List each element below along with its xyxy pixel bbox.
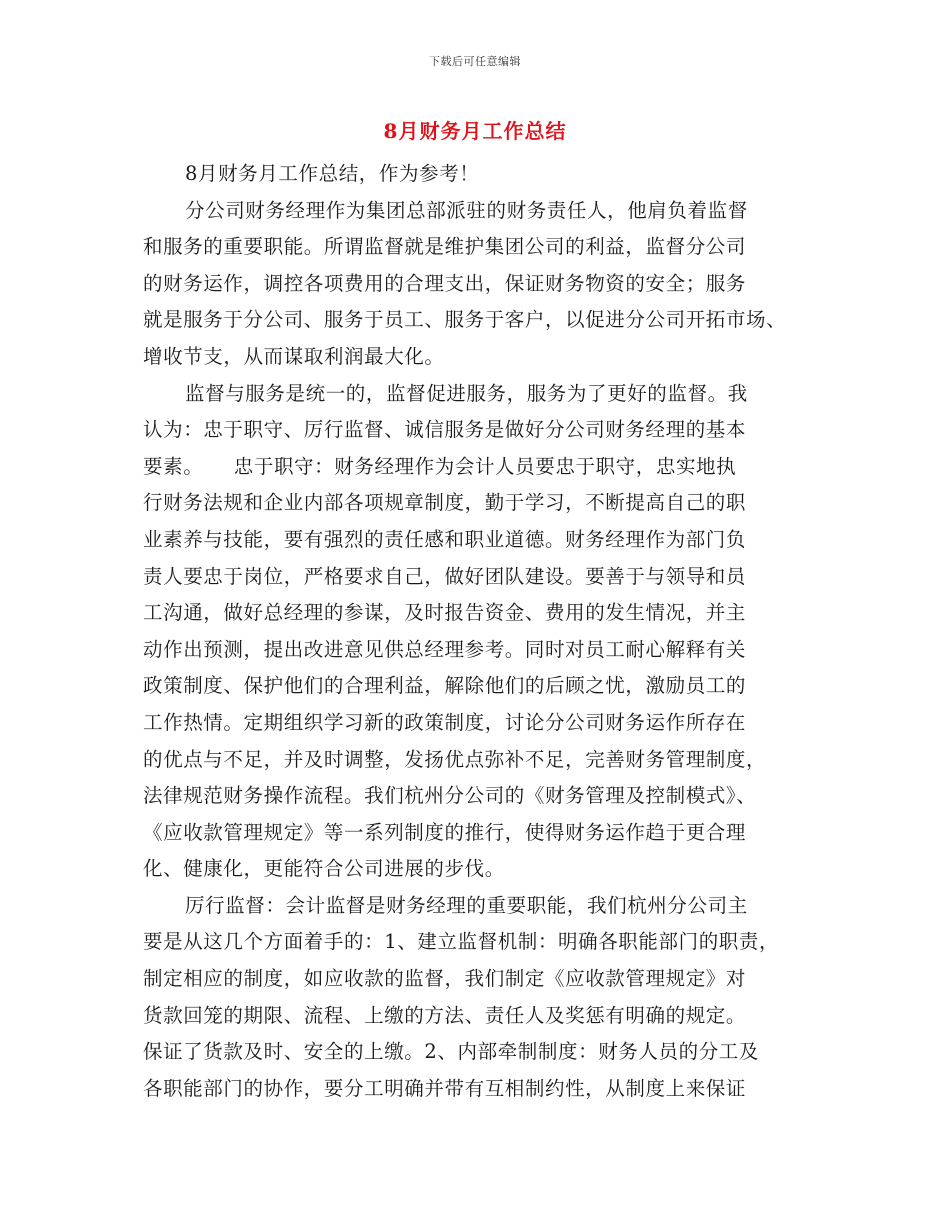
body-line: 责人要忠于岗位，严格要求自己，做好团队建设。要善于与领导和员 <box>143 564 747 588</box>
body-line: 制定相应的制度，如应收款的监督，我们制定《应收款管理规定》对 <box>143 967 747 991</box>
body-line: 分公司财务经理作为集团总部派驻的财务责任人，他肩负着监督 <box>185 198 748 222</box>
body-line: 的优点与不足，并及时调整，发扬优点弥补不足，完善财务管理制度， <box>143 747 767 771</box>
document-title: 8月财务月工作总结 <box>383 119 567 143</box>
body-line: 厉行监督：会计监督是财务经理的重要职能，我们杭州分公司主 <box>185 893 748 917</box>
body-line: 工沟通，做好总经理的参谋，及时报告资金、费用的发生情况，并主 <box>143 601 747 625</box>
body-line: 8月财务月工作总结，作为参考！ <box>185 162 480 185</box>
body-line: 的财务运作，调控各项费用的合理支出，保证财务物资的安全；服务 <box>143 271 747 295</box>
body-line: 货款回笼的期限、流程、上缴的方法、责任人及奖惩有明确的规定。 <box>143 1003 747 1027</box>
page-header: 下载后可任意编辑 <box>429 55 521 68</box>
body-line: 增收节支，从而谋取利润最大化。 <box>143 344 445 368</box>
body-line: 动作出预测，提出改进意见供总经理参考。同时对员工耐心解释有关 <box>143 637 747 661</box>
body-line: 《应收款管理规定》等一系列制度的推行，使得财务运作趋于更合理 <box>143 820 747 844</box>
body-line: 政策制度、保护他们的合理利益，解除他们的后顾之忧，激励员工的 <box>143 674 747 698</box>
body-line: 法律规范财务操作流程。我们杭州分公司的《财务管理及控制模式》、 <box>143 784 757 808</box>
body-line: 化、健康化，更能符合公司进展的步伐。 <box>143 857 505 881</box>
body-line: 各职能部门的协作，要分工明确并带有互相制约性，从制度上来保证 <box>143 1076 747 1100</box>
body-line: 保证了货款及时、安全的上缴。2、内部牵制制度：财务人员的分工及 <box>143 1040 760 1064</box>
body-line: 监督与服务是统一的，监督促进服务，服务为了更好的监督。我 <box>185 381 748 405</box>
body-line: 认为：忠于职守、厉行监督、诚信服务是做好分公司财务经理的基本 <box>143 418 747 442</box>
body-line: 行财务法规和企业内部各项规章制度，勤于学习，不断提高自己的职 <box>143 491 747 515</box>
body-line: 工作热情。定期组织学习新的政策制度，讨论分公司财务运作所存在 <box>143 710 747 734</box>
body-line: 就是服务于分公司、服务于员工、服务于客户，以促进分公司开拓市场、 <box>143 308 787 332</box>
body-line: 要是从这几个方面着手的：1、建立监督机制：明确各职能部门的职责， <box>143 930 780 954</box>
body-line: 要素。 忠于职守：财务经理作为会计人员要忠于职守，忠实地执 <box>143 454 737 478</box>
body-line: 业素养与技能，要有强烈的责任感和职业道德。财务经理作为部门负 <box>143 527 747 551</box>
document-body <box>143 156 810 1107</box>
body-line: 和服务的重要职能。所谓监督就是维护集团公司的利益，监督分公司 <box>143 235 747 259</box>
